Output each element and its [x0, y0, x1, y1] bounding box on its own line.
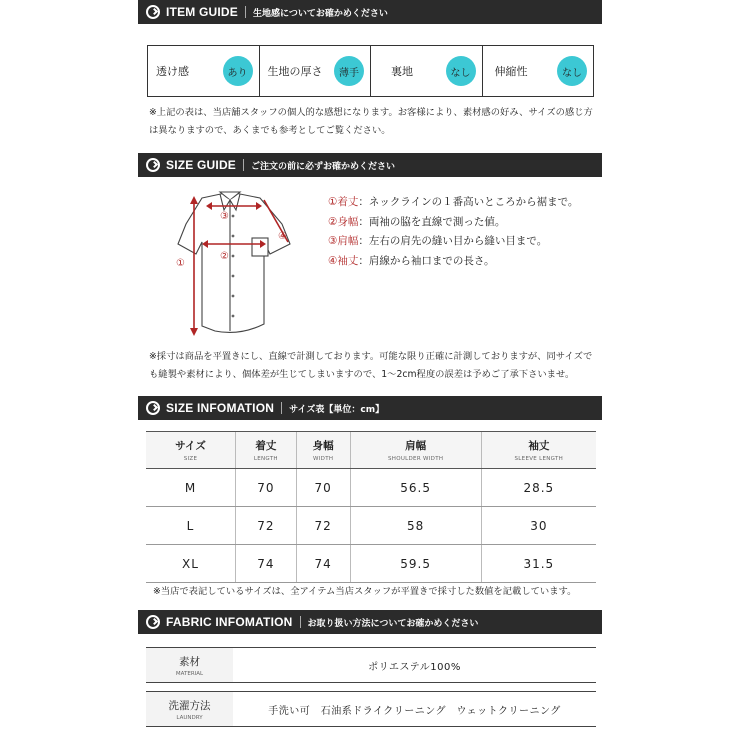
guide-cell-lining: 裏地 なし: [371, 46, 483, 96]
guide-cell-transparency: 透け感 あり: [148, 46, 260, 96]
legend-item: ④袖丈：肩線から袖口までの長さ。: [328, 254, 495, 267]
size-info-title: SIZE INFOMATION: [166, 401, 275, 415]
item-guide-table: [147, 45, 594, 97]
item-guide-note: ※上記の表は、当店舗スタッフの個人的な感想になります。お客様により、素材感の好み、サイズの感じ方 は異なりますので、あくまでも参考としてご覧ください。: [149, 107, 593, 136]
size-table: [146, 431, 596, 583]
size-info-header: [138, 396, 602, 420]
legend-item: ①着丈：ネックラインの１番高いところから裾まで。: [328, 196, 579, 208]
guide-cell-thickness: 生地の厚さ 薄手: [260, 46, 372, 96]
diagram-label-4: ④: [278, 231, 287, 242]
guide-badge: なし: [557, 56, 587, 86]
shirt-diagram: [160, 186, 320, 346]
item-guide-subtitle: 生地感についてお確かめください: [253, 8, 388, 19]
material-value: ポリエステル100%: [368, 661, 461, 673]
guide-cell-stretch: 伸縮性 なし: [483, 46, 594, 96]
legend-item: ③肩幅：左右の肩先の縫い目から縫い目まで。: [328, 235, 548, 247]
size-guide-subtitle: ご注文の前に必ずお確かめください: [251, 161, 396, 172]
guide-badge: あり: [223, 56, 253, 86]
diagram-label-2: ②: [220, 251, 229, 262]
diagram-label-1: ①: [176, 258, 185, 269]
size-info-subtitle: サイズ表【単位：cm】: [289, 404, 385, 415]
size-guide-legend: [328, 193, 578, 271]
guide-badge: 薄手: [334, 56, 364, 86]
check-circle-icon: [146, 401, 160, 415]
fabric-info-header: [138, 610, 602, 634]
laundry-value: 手洗い可 石油系ドライクリーニング ウェットクリーニング: [268, 705, 561, 717]
size-info-note: ※当店で表記しているサイズは、全アイテム当店スタッフが平置きで採寸した数値を記載しています。: [153, 586, 577, 597]
diagram-label-3: ③: [220, 211, 229, 222]
guide-badge: なし: [446, 56, 476, 86]
size-guide-header: [138, 153, 602, 177]
legend-item: ②身幅：両袖の脇を直線で測った値。: [328, 215, 506, 228]
check-circle-icon: [146, 615, 160, 629]
material-label: 素材: [179, 655, 200, 668]
laundry-label: 洗濯方法: [168, 699, 211, 712]
size-guide-title: SIZE GUIDE: [166, 158, 237, 172]
table-row: L 72 72 58 30: [146, 507, 596, 545]
table-row: XL 74 74 59.5 31.5: [146, 545, 596, 583]
size-table-header: サイズ SIZE 着丈 LENGTH 身幅 WIDTH 肩幅 SHOULDER WIDTH 袖丈 SLEEVE LENGTH: [146, 432, 596, 469]
fabric-laundry-row: 洗濯方法 LAUNDRY 手洗い可 石油系ドライクリーニング ウェットクリーニング: [146, 691, 596, 727]
item-guide-header: [138, 0, 602, 24]
fabric-info-title: FABRIC INFOMATION: [166, 615, 293, 629]
table-row: M 70 70 56.5 28.5: [146, 469, 596, 507]
fabric-material-row: 素材 MATERIAL ポリエステル100%: [146, 647, 596, 683]
check-circle-icon: [146, 158, 160, 172]
item-guide-title: ITEM GUIDE: [166, 5, 239, 19]
fabric-info-subtitle: お取り扱い方法についてお確かめください: [307, 618, 479, 629]
check-circle-icon: [146, 5, 160, 19]
size-guide-note: ※採寸は商品を平置きにし、直線で計測しております。可能な限り正確に計測しておりますが、同サイズで も縫製や素材により、個体差が生じてしまいますので、1〜2cm程度の誤差は予めご了承下さいませ。: [149, 351, 593, 380]
